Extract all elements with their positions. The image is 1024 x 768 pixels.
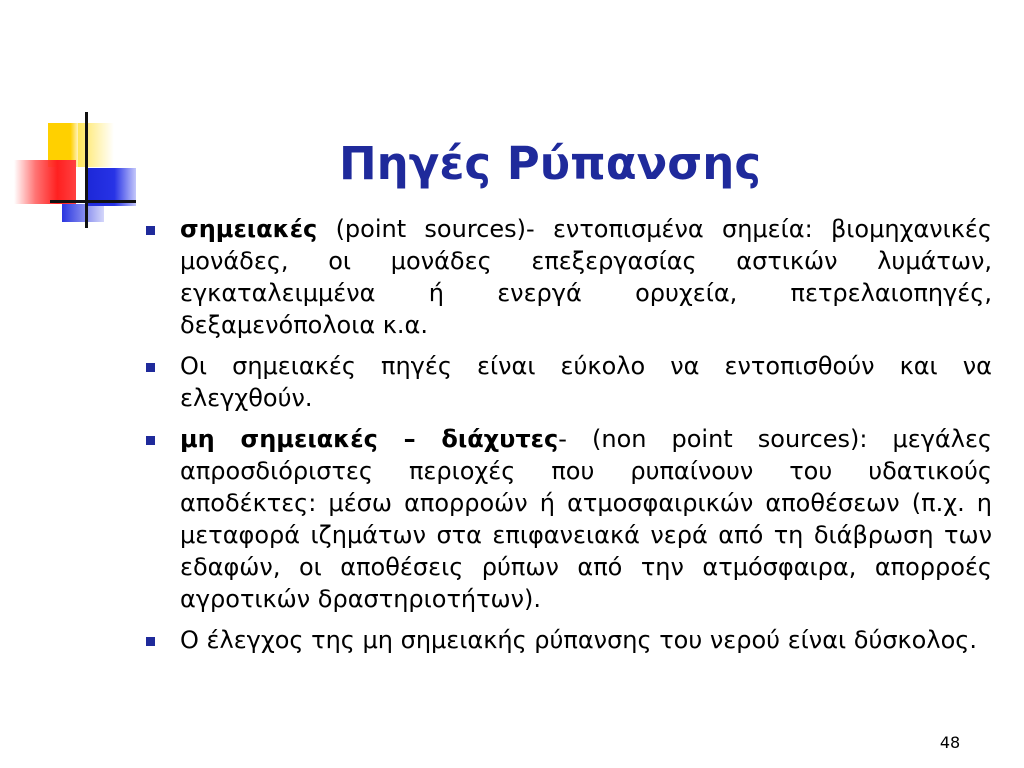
square-bullet-icon xyxy=(146,436,155,445)
blue-square-lower xyxy=(62,204,104,222)
bullet-text: Οι σημειακές πηγές είναι εύκολο να εντοπισθούν και να ελεγχθούν. xyxy=(180,352,992,412)
bullet-item xyxy=(140,213,992,341)
bullet-text: (point sources)- εντοπισμένα σημεία: βιομηχανικές μονάδες, οι μονάδες επεξεργασίας αστικών λυμάτων, εγκαταλειμμένα ή ενεργά ορυχεία, πετρελαιοπηγές, δεξαμενόπολοια κ.α. xyxy=(180,215,992,339)
colored-squares-logo-icon xyxy=(0,0,160,240)
bullet-item xyxy=(140,423,992,615)
square-bullet-icon xyxy=(146,226,155,235)
bullet-bold-term: σημειακές xyxy=(180,215,318,243)
bullet-text: Ο έλεγχος της μη σημειακής ρύπανσης του νερού είναι δύσκολος. xyxy=(180,626,977,654)
logo-vertical-line xyxy=(85,112,88,228)
bullet-text: - (non point sources): μεγάλες απροσδιόριστες περιοχές που ρυπαίνουν του υδατικούς αποδέκτες: μέσω απορροών ή ατμοσφαιρικών αποθέσεων (π.χ. η μεταφορά ιζημάτων στα επιφανειακά νερά από τη διάβρωση των εδαφών, οι αποθέσεις ρύπων από την ατμόσφαιρα, απορροές αγροτικών δραστηριοτήτων). xyxy=(180,425,992,613)
page-number: 48 xyxy=(939,733,961,752)
logo-horizontal-line xyxy=(50,200,136,203)
slide-title: Πηγές Ρύπανσης xyxy=(338,137,762,190)
yellow-square-fade xyxy=(78,123,114,167)
bullet-item xyxy=(140,624,992,656)
square-bullet-icon xyxy=(146,637,155,646)
red-square xyxy=(14,160,76,204)
bullet-item xyxy=(140,350,992,414)
bullet-bold-term: μη σημειακές – διάχυτες xyxy=(180,425,559,453)
bullet-list xyxy=(140,213,992,665)
square-bullet-icon xyxy=(146,363,155,372)
